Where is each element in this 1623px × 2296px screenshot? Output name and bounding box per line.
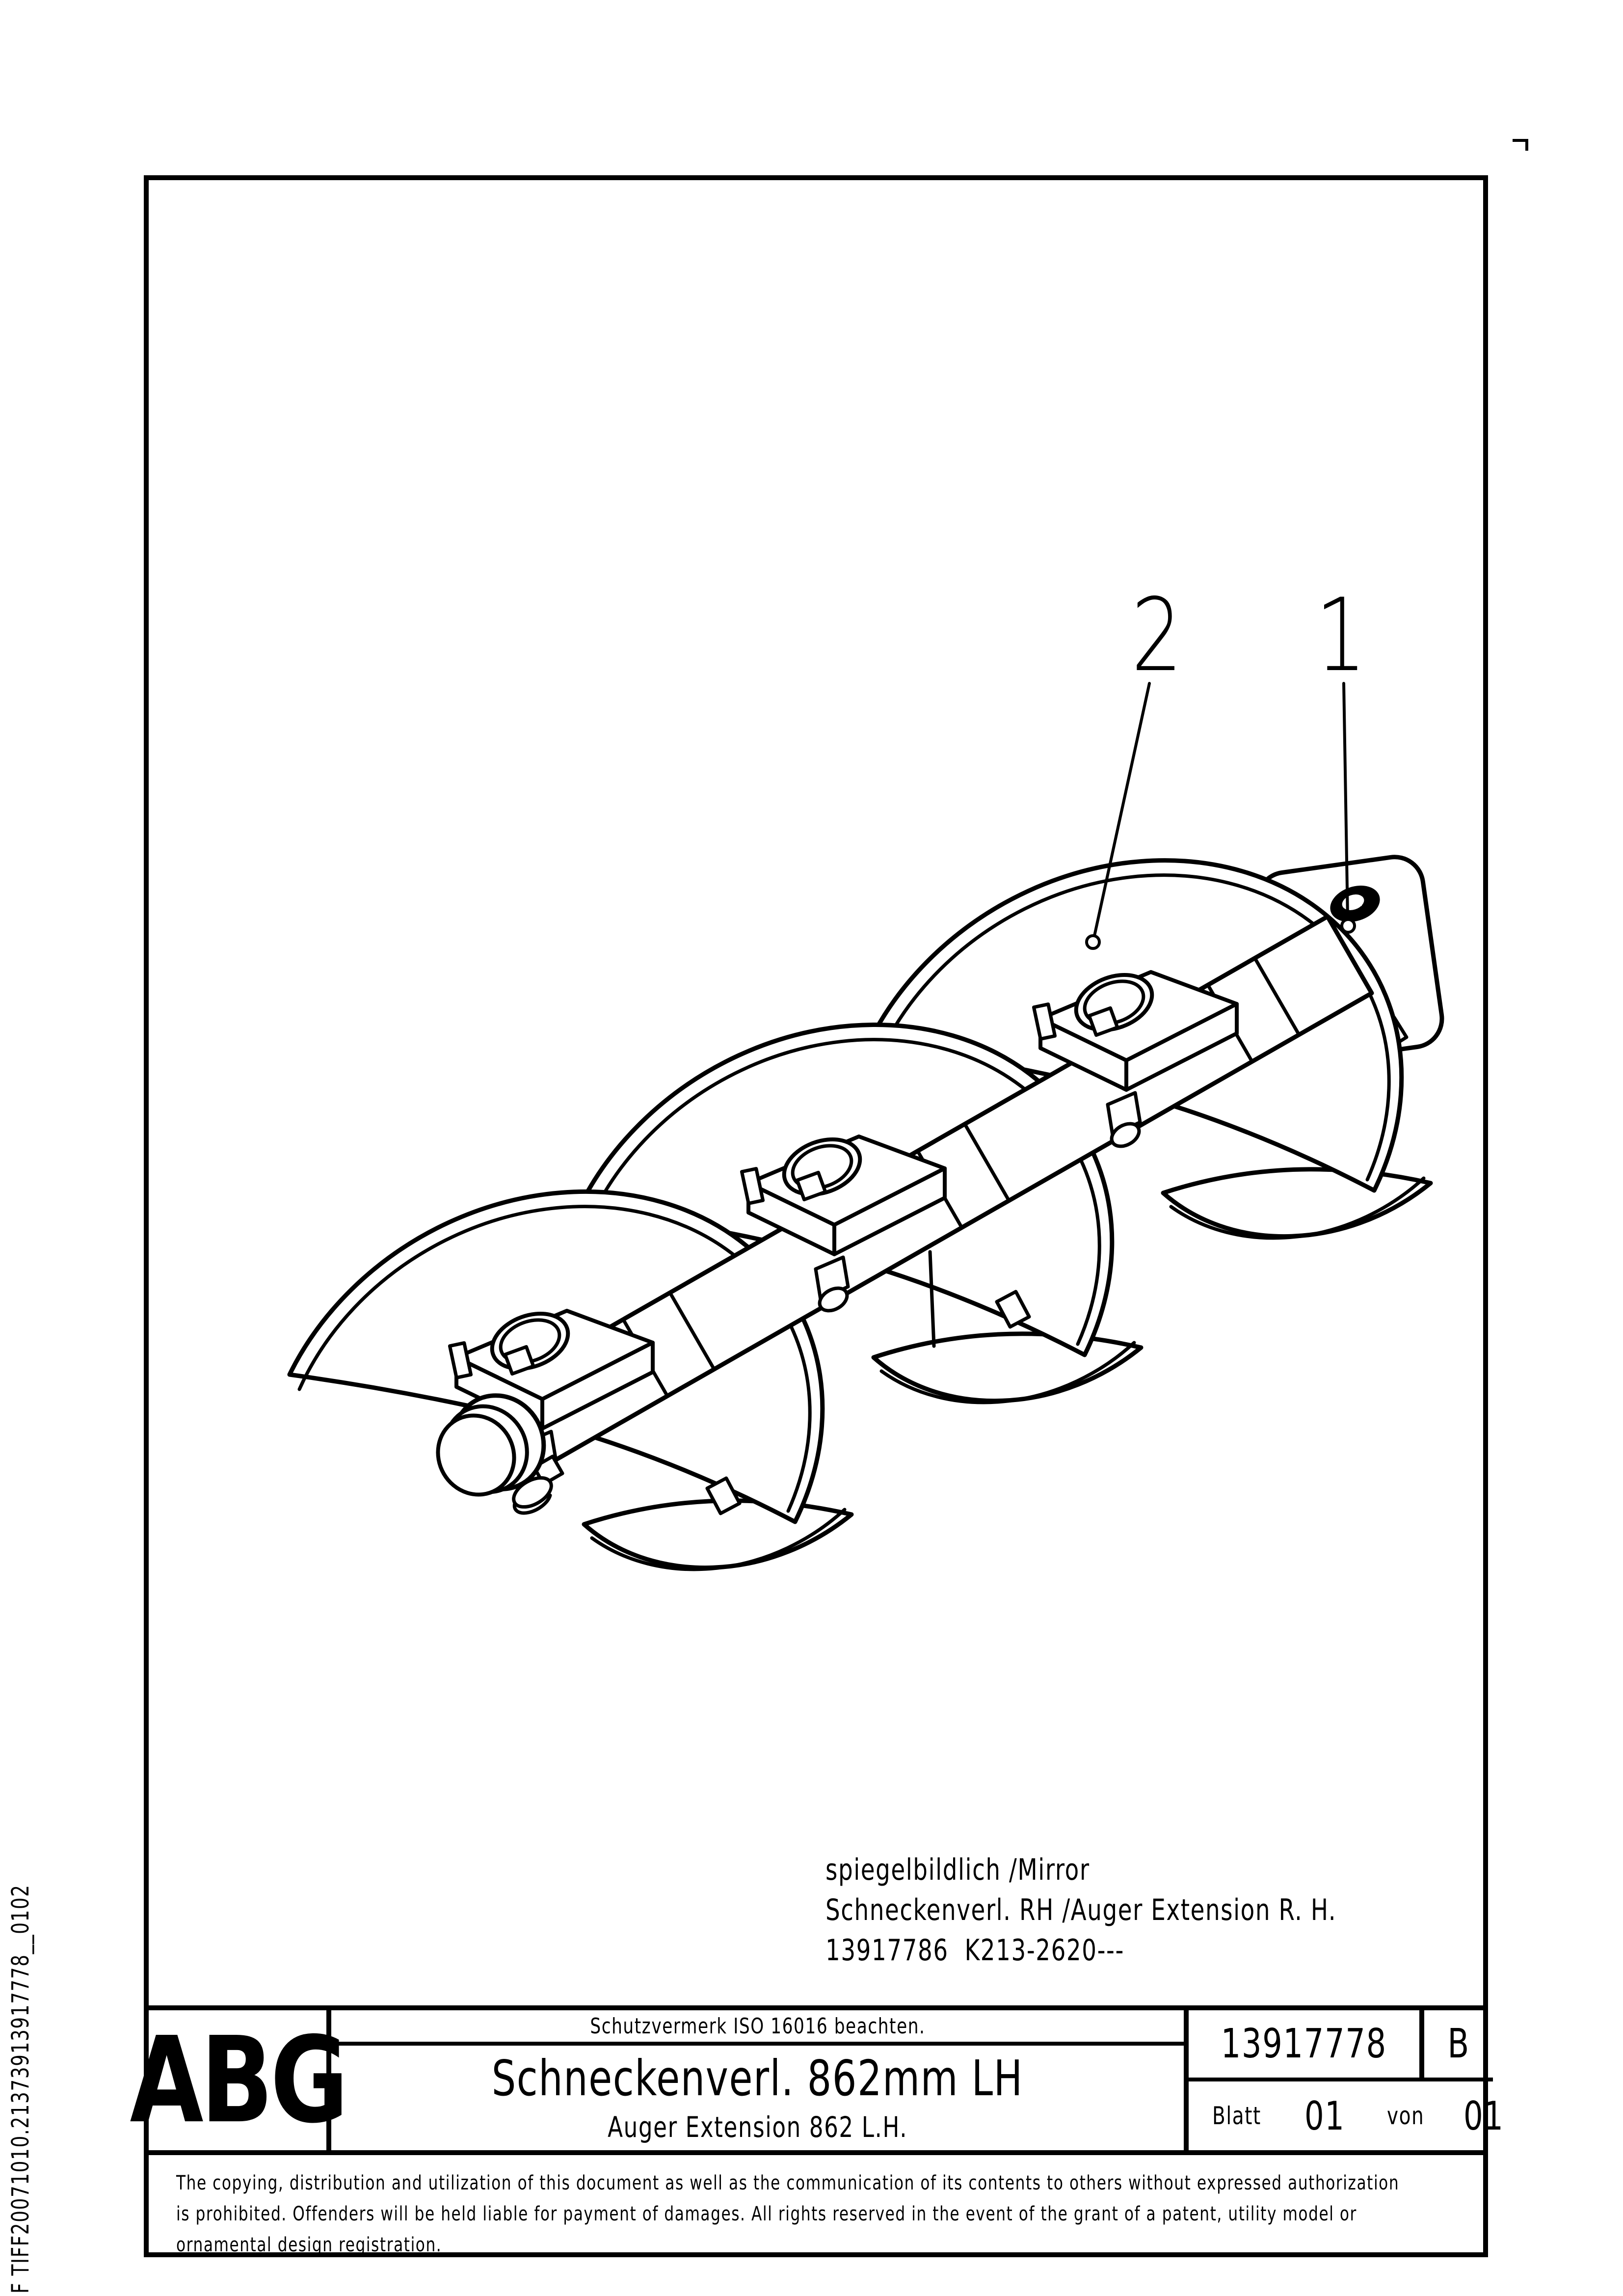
sheet-row [1189, 2081, 1504, 2150]
sheet-number: 01 [1304, 2093, 1345, 2139]
mirror-note-line1: spiegelbildlich /Mirror [825, 1853, 1090, 1887]
document-number-row [1189, 2010, 1493, 2081]
disclaimer-box [144, 2150, 1488, 2257]
title-block-middle [331, 2010, 1184, 2150]
leader-dot-icon [1342, 919, 1355, 932]
sheet-total: 01 [1463, 2093, 1504, 2139]
part-label-2: 2 [1131, 577, 1183, 694]
drawing-title-de: Schneckenverl. 862mm LH [491, 2049, 1024, 2107]
disclaimer-line1: The copying, distribution and utilization of this document as well as the communication of its contents to others without expressed authorization [176, 2172, 1400, 2194]
abg-logo: ABG [130, 2011, 346, 2150]
protection-note-cell [331, 2010, 1184, 2046]
protection-note: Schutzvermerk ISO 16016 beachten. [589, 2013, 926, 2039]
margin-filename-text: F TIFF20071010.21373913917778__0102 [7, 1884, 34, 2294]
mirror-note-line3: 13917786 K213-2620--- [825, 1933, 1124, 1968]
title-block [130, 2005, 1504, 2155]
margin-filename [7, 1769, 34, 2294]
mirror-note [825, 1850, 1481, 1971]
disclaimer-line2: is prohibited. Offenders will be held liable for payment of damages. All rights reserved in the event of the grant of a patent, utility model or [176, 2203, 1357, 2225]
title-cell [331, 2046, 1184, 2150]
disclaimer-line3: ornamental design registration. [176, 2234, 442, 2256]
mirror-note-line2: Schneckenverl. RH /Auger Extension R. H. [825, 1893, 1337, 1927]
revision-letter: B [1447, 2021, 1470, 2067]
title-block-right [1184, 2010, 1504, 2150]
drawing-title-en: Auger Extension 862 L.H. [608, 2110, 907, 2144]
document-number-cell [1189, 2010, 1424, 2078]
leader-dot-icon [1087, 936, 1099, 948]
sheet-of-label: von [1386, 2102, 1425, 2130]
part-label-1: 1 [1315, 577, 1367, 694]
abg-logo-cell [130, 2010, 346, 2150]
revision-cell [1424, 2010, 1493, 2078]
document-number: 13917778 [1221, 2021, 1387, 2067]
sheet-label: Blatt [1212, 2102, 1261, 2130]
